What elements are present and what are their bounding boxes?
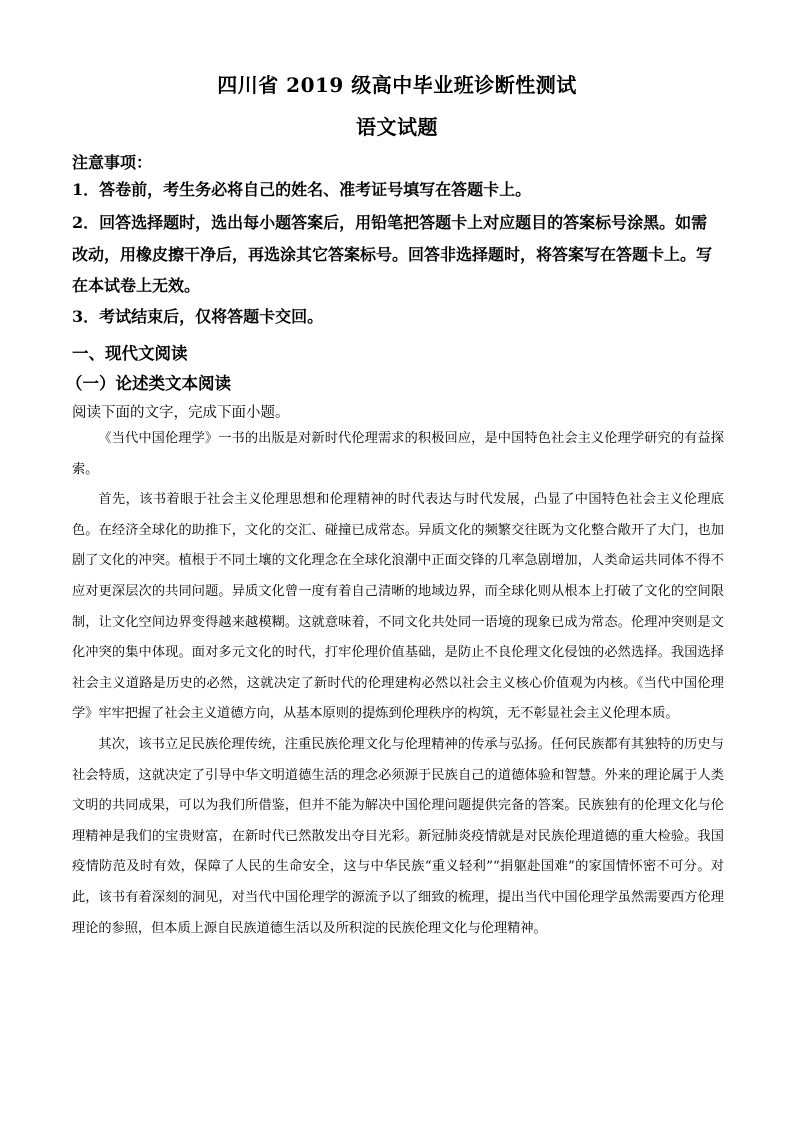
subsection-title: （一）论述类文本阅读	[66, 374, 231, 393]
exam-subtitle: 语文试题	[356, 115, 438, 139]
reading-passage	[72, 424, 724, 944]
notice-item-2-line-2: 改动，用橡皮擦干净后，再选涂其它答案标号。回答非选择题时，将答案写在答题卡上。写	[72, 245, 713, 264]
notice-item-1: 1．答卷前，考生务必将自己的姓名、准考证号填写在答题卡上。	[72, 180, 532, 199]
notice-item-3: 3．考试结束后，仅将答题卡交回。	[72, 307, 324, 326]
passage-paragraph-3: 其次，该书立足民族伦理传统，注重民族伦理文化与伦理精神的传承与弘扬。任何民族都有其独特的历史与社会特质，这就决定了引导中华文明道德生活的理念必须源于民族自己的道德体验和智慧。外来的理论属于人类文明的共同成果，可以为我们所借鉴，但并不能为解决中国伦理问题提供完备的答案。民族独有的伦理文化与伦理精神是我们的宝贵财富，在新时代已然散发出夺目光彩。新冠肺炎疫情就是对民族伦理道德的重大检验。我国疫情防范及时有效，保障了人民的生命安全，这与中华民族“重义轻利”“捐躯赴国难”的家国情怀密不可分。对此，该书有着深刻的洞见，对当代中国伦理学的源流予以了细致的梳理，提出当代中国伦理学虽然需要西方伦理理论的参照，但本质上源自民族道德生活以及所积淀的民族伦理文化与伦理精神。	[72, 736, 724, 936]
notice-item-2-line-1: 2．回答选择题时，选出每小题答案后，用铅笔把答题卡上对应题目的答案标号涂黑。如需	[72, 213, 708, 232]
section-title: 一、现代文阅读	[72, 344, 188, 363]
exam-title: 四川省 2019 级高中毕业班诊断性测试	[217, 73, 577, 97]
passage-paragraph-1: 《当代中国伦理学》一书的出版是对新时代伦理需求的积极回应，是中国特色社会主义伦理学研究的有益探索。	[72, 431, 724, 477]
notice-heading: 注意事项：	[72, 153, 153, 172]
reading-instruction: 阅读下面的文字，完成下面小题。	[72, 405, 290, 421]
notice-item-2-line-3: 在本试卷上无效。	[72, 276, 201, 295]
passage-paragraph-2: 首先，该书着眼于社会主义伦理思想和伦理精神的时代表达与时代发展，凸显了中国特色社会主义伦理底色。在经济全球化的助推下，文化的交汇、碰撞已成常态。异质文化的频繁交往既为文化整合敞开了大门，也加剧了文化的冲突。植根于不同土壤的文化理念在全球化浪潮中正面交锋的几率急剧增加，人类命运共同体不得不应对更深层次的共同问题。异质文化曾一度有着自己清晰的地域边界，而全球化则从根本上打破了文化的空间限制，让文化空间边界变得越来越模糊。这就意味着，不同文化共处同一语境的现象已成为常态。伦理冲突则是文化冲突的集中体现。面对多元文化的时代，打牢伦理价值基础，是防止不良伦理文化侵蚀的必然选择。我国选择社会主义道路是历史的必然，这就决定了新时代的伦理建构必然以社会主义核心价值观为内核。《当代中国伦理学》牢牢把握了社会主义道德方向，从基本原则的提炼到伦理秩序的构筑，无不彰显社会主义伦理本质。	[72, 492, 724, 722]
